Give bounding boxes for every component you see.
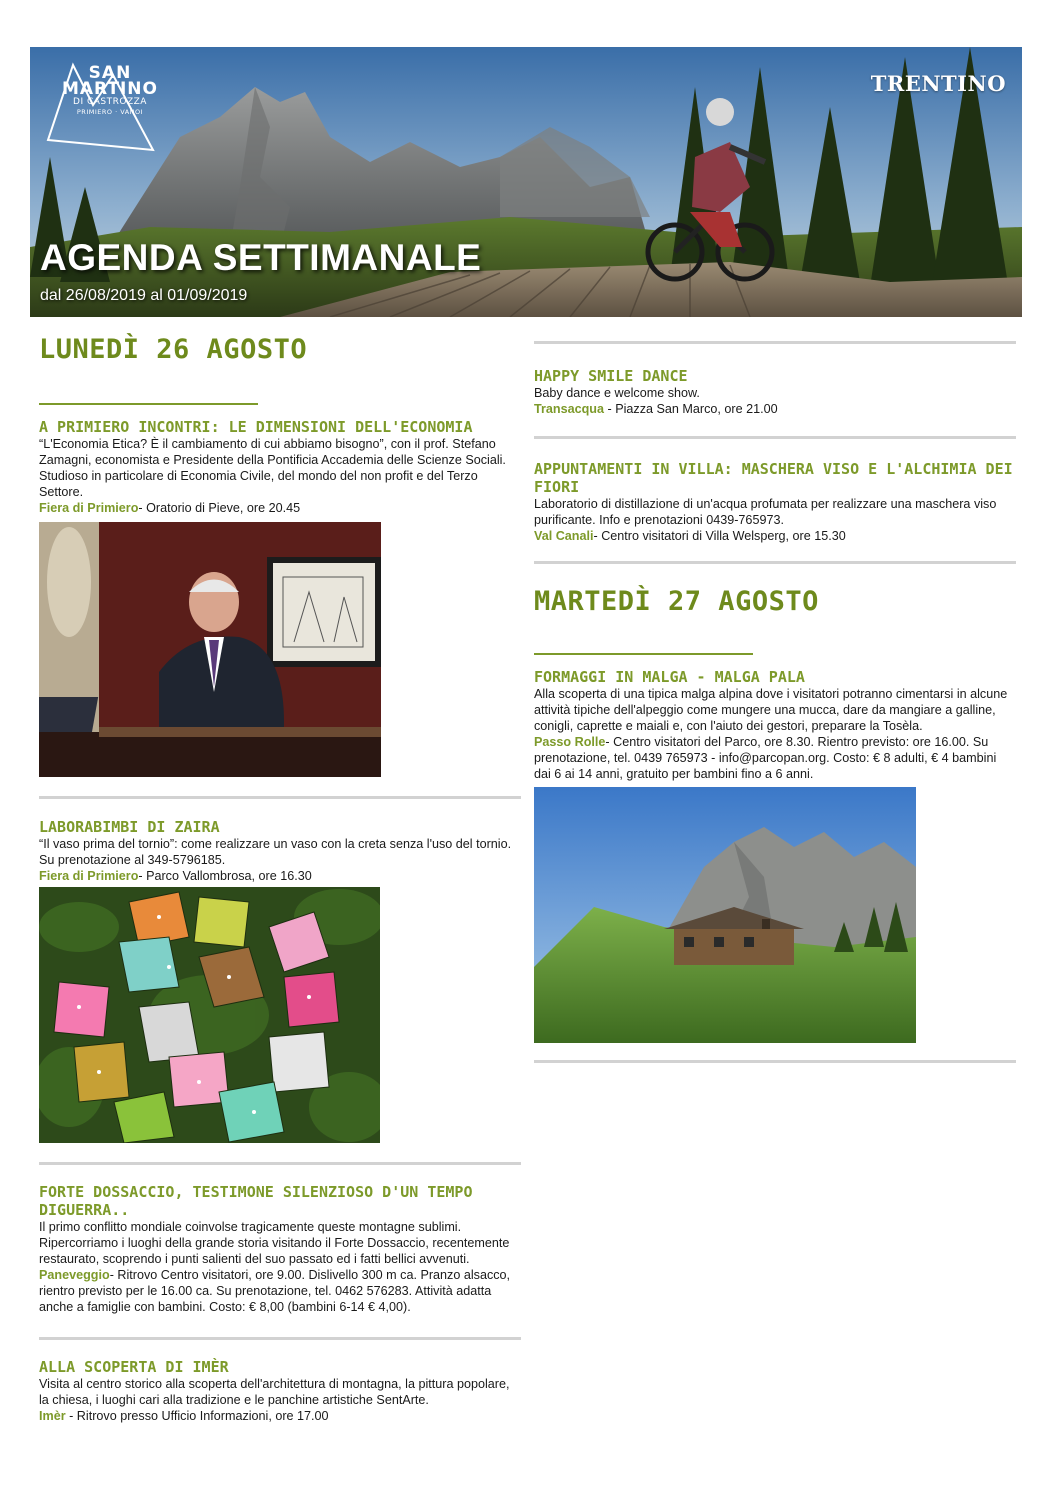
event-title: LABORABIMBI DI ZAIRA xyxy=(39,818,220,836)
event-details: - Ritrovo presso Ufficio Informazioni, ore 17.00 xyxy=(65,1409,329,1423)
header-banner xyxy=(30,47,1022,317)
event-location xyxy=(534,528,1016,544)
section-separator xyxy=(39,1162,521,1165)
brand-line3: DI CASTROZZA xyxy=(73,97,147,107)
right-column xyxy=(534,341,1016,1063)
brand-line1: SAN xyxy=(88,63,132,83)
event-details: - Centro visitatori del Parco, ore 8.30. Rientro previsto: ore 16.00. Su prenotazione, tel. 0439 765973 - info@parcopan.org. Costo: € 8 adulti, € 4 bambini dai 6 ai 14 anni, gratuito per bambini fino a 6 anni. xyxy=(534,735,997,781)
brand-line4: PRIMIERO · VANOI xyxy=(76,108,144,116)
event-card xyxy=(39,818,521,1143)
event-place: Fiera di Primiero xyxy=(39,869,139,883)
section-separator xyxy=(39,1337,521,1340)
event-title: APPUNTAMENTI IN VILLA: MASCHERA VISO E L'ALCHIMIA DEI FIORI xyxy=(534,460,1013,496)
event-description: Laboratorio di distillazione di un'acqua profumata per realizzare una maschera viso purificante. Info e prenotazioni 0439-765973. xyxy=(534,497,997,527)
event-description: Alla scoperta di una tipica malga alpina dove i visitatori potranno cimentarsi in alcune attività tipiche dell'alpeggio come mungere una mucca, dare da mangiare a galline, conigli, caprette e maiali e, con l'aiuto dei gestori, preparare la Tosèla. xyxy=(534,687,1008,733)
event-title: FORMAGGI IN MALGA - MALGA PALA xyxy=(534,668,805,686)
day-title: MARTEDÌ 27 AGOSTO xyxy=(534,586,819,617)
event-location xyxy=(39,868,521,884)
event-place: Fiera di Primiero xyxy=(39,501,139,515)
event-description: “L'Economia Etica? È il cambiamento di cui abbiamo bisogno”, con il prof. Stefano Zamagni, economista e Presidente della Pontificia Accademia delle Scienze Sociali. Studioso in particolare di Economia Civile, del mondo del non profit e del Terzo Settore. xyxy=(39,437,506,499)
event-title: ALLA SCOPERTA DI IMÈR xyxy=(39,1358,229,1376)
event-place: Paneveggio xyxy=(39,1268,110,1282)
left-column xyxy=(39,330,521,1424)
event-title: HAPPY SMILE DANCE xyxy=(534,367,688,385)
event-card xyxy=(534,668,1016,1043)
day-divider xyxy=(534,653,753,655)
page-title: AGENDA SETTIMANALE xyxy=(40,237,482,278)
brand-line2: MARTINO xyxy=(61,79,158,99)
event-title: A PRIMIERO INCONTRI: LE DIMENSIONI DELL'ECONOMIA xyxy=(39,418,473,436)
event-location xyxy=(39,1408,521,1424)
event-description: “Il vaso prima del tornio”: come realizzare un vaso con la creta senza l'uso del tornio. Su prenotazione al 349-5796185. xyxy=(39,837,512,867)
event-place: Passo Rolle xyxy=(534,735,606,749)
event-place: Imèr xyxy=(39,1409,66,1423)
event-card xyxy=(534,460,1016,544)
event-location xyxy=(39,500,521,516)
event-card xyxy=(39,1183,521,1315)
lecture-photo xyxy=(39,522,381,777)
event-card xyxy=(534,367,1016,417)
event-place: Transacqua xyxy=(534,402,604,416)
event-card xyxy=(39,1358,521,1424)
day-title: LUNEDÌ 26 AGOSTO xyxy=(39,334,308,365)
event-details: - Piazza San Marco, ore 21.00 xyxy=(604,402,778,416)
event-details: - Ritrovo Centro visitatori, ore 9.00. Dislivello 300 m ca. Pranzo alsacco, rientro previsto per le 16.00 ca. Su prenotazione, tel. 0462 576283. Attività adatta anche a famiglie con bambini. Costo: € 8,00 (bambini 6-14 € 4,00). xyxy=(39,1268,511,1314)
event-title: FORTE DOSSACCIO, TESTIMONE SILENZIOSO D'UN TEMPO DIGUERRA.. xyxy=(39,1183,473,1219)
painted-pots-photo xyxy=(39,887,380,1143)
section-separator xyxy=(534,561,1016,564)
event-details: - Oratorio di Pieve, ore 20.45 xyxy=(138,501,301,515)
brand-logo-text xyxy=(60,65,160,116)
section-separator xyxy=(534,341,1016,344)
trentino-logo: TRENTINO xyxy=(870,71,1006,96)
event-place: Val Canali xyxy=(534,529,594,543)
event-description: Visita al centro storico alla scoperta dell'architettura di montagna, la pittura popolare, la chiesa, i luoghi cari alla tradizione e le panchine artistiche SentArte. xyxy=(39,1377,510,1407)
event-location xyxy=(534,401,1016,417)
section-separator xyxy=(534,436,1016,439)
date-range: dal 26/08/2019 al 01/09/2019 xyxy=(40,287,248,304)
event-location xyxy=(39,1267,521,1315)
section-separator xyxy=(39,796,521,799)
event-card xyxy=(39,418,521,777)
section-separator xyxy=(534,1060,1016,1063)
event-description: Baby dance e welcome show. xyxy=(534,386,700,400)
event-description: Il primo conflitto mondiale coinvolse tragicamente queste montagne sublimi. Ripercorriamo i luoghi della grande storia visitando il Forte Dossaccio, recentemente restaurato, scoprendo i punti salienti del suo passato ed i fatti bellici avvenuti. xyxy=(39,1220,510,1266)
event-details: - Parco Vallombrosa, ore 16.30 xyxy=(138,869,312,883)
event-details: - Centro visitatori di Villa Welsperg, ore 15.30 xyxy=(593,529,846,543)
malga-pala-photo xyxy=(534,787,916,1043)
day-divider xyxy=(39,403,258,405)
event-location xyxy=(534,734,1016,782)
